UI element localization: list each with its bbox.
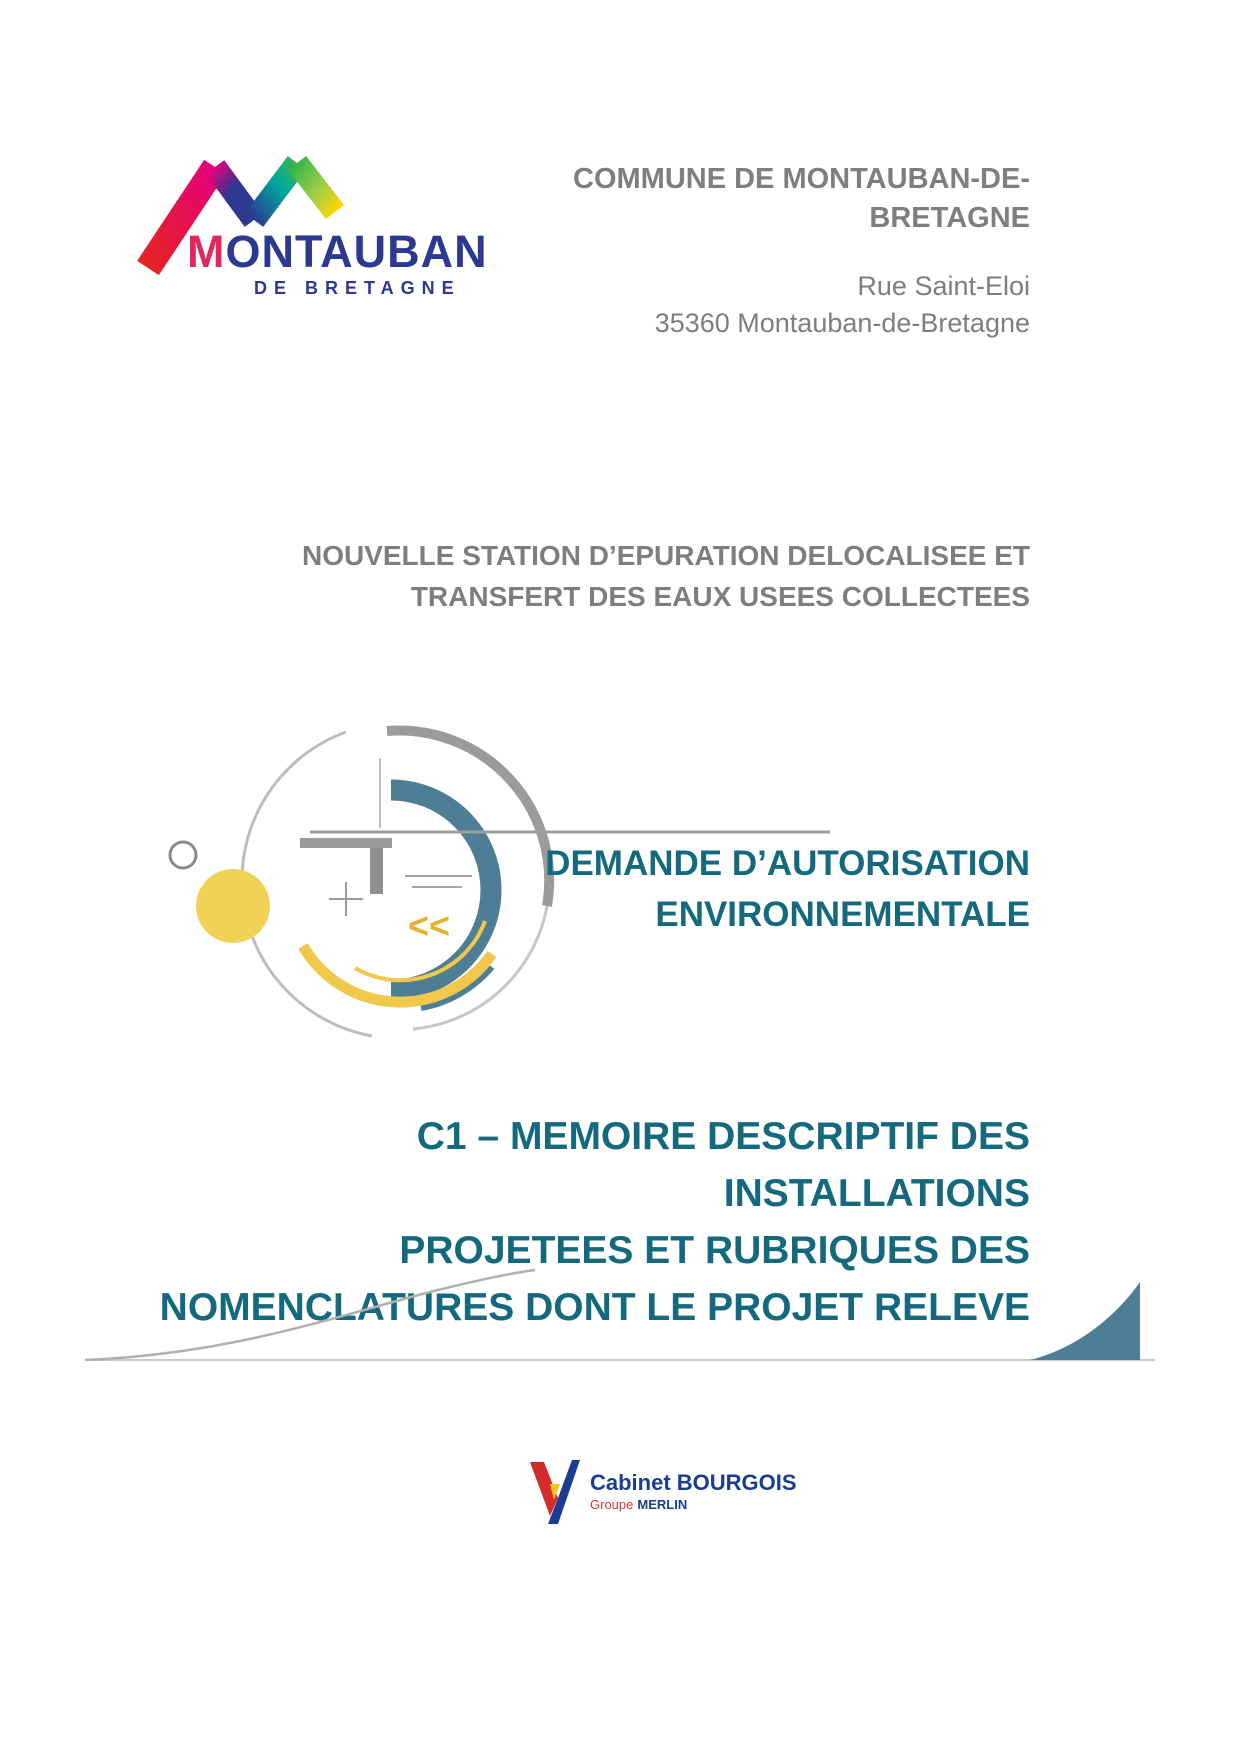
cabinet-bourgois-logo xyxy=(528,1458,797,1524)
commune-line-2: BRETAGNE xyxy=(869,202,1030,234)
footer-company-name: Cabinet BOURGOIS xyxy=(590,1469,797,1495)
main-title-line-1: C1 – MEMOIRE DESCRIPTIF DES INSTALLATIONS xyxy=(416,1115,1030,1215)
address-line-2: 35360 Montauban-de-Bretagne xyxy=(654,308,1030,338)
main-title-line-2: PROJETEES ET RUBRIQUES DES xyxy=(399,1229,1030,1272)
footer-group-name: MERLIN xyxy=(637,1496,688,1512)
main-title-line-3: NOMENCLATURES DONT LE PROJET RELEVE xyxy=(159,1286,1030,1329)
dossier-title xyxy=(410,838,1030,940)
footer-logo-text xyxy=(590,1470,797,1513)
brand-wordmark-initial: M xyxy=(187,226,226,277)
small-circle-icon xyxy=(170,842,196,868)
cabinet-bourgois-mark-icon xyxy=(528,1458,580,1524)
dossier-title-line-2: ENVIRONNEMENTALE xyxy=(655,895,1030,934)
commune-address xyxy=(390,268,1030,342)
commune-name xyxy=(390,160,1030,238)
project-subtitle xyxy=(250,535,1030,617)
chevrons-icon: << xyxy=(408,905,451,946)
header-right-block xyxy=(390,160,1030,342)
brand-wordmark-rest: ONTAUBAN xyxy=(225,226,488,277)
project-subtitle-line-2: TRANSFERT DES EAUX USEES COLLECTEES xyxy=(410,581,1030,612)
bottom-decoration-icon xyxy=(0,1268,1241,1378)
project-subtitle-line-1: NOUVELLE STATION D’EPURATION DELOCALISEE ET xyxy=(301,540,1030,571)
footer-group-line xyxy=(590,1496,797,1513)
commune-line-1: COMMUNE DE MONTAUBAN-DE- xyxy=(573,163,1030,195)
yellow-dot-icon xyxy=(196,869,270,943)
address-line-1: Rue Saint-Eloi xyxy=(857,271,1030,301)
brand-tagline: DE BRETAGNE xyxy=(254,278,461,298)
footer-group-prefix: Groupe xyxy=(590,1496,634,1512)
dossier-title-line-1: DEMANDE D’AUTORISATION xyxy=(545,844,1030,883)
